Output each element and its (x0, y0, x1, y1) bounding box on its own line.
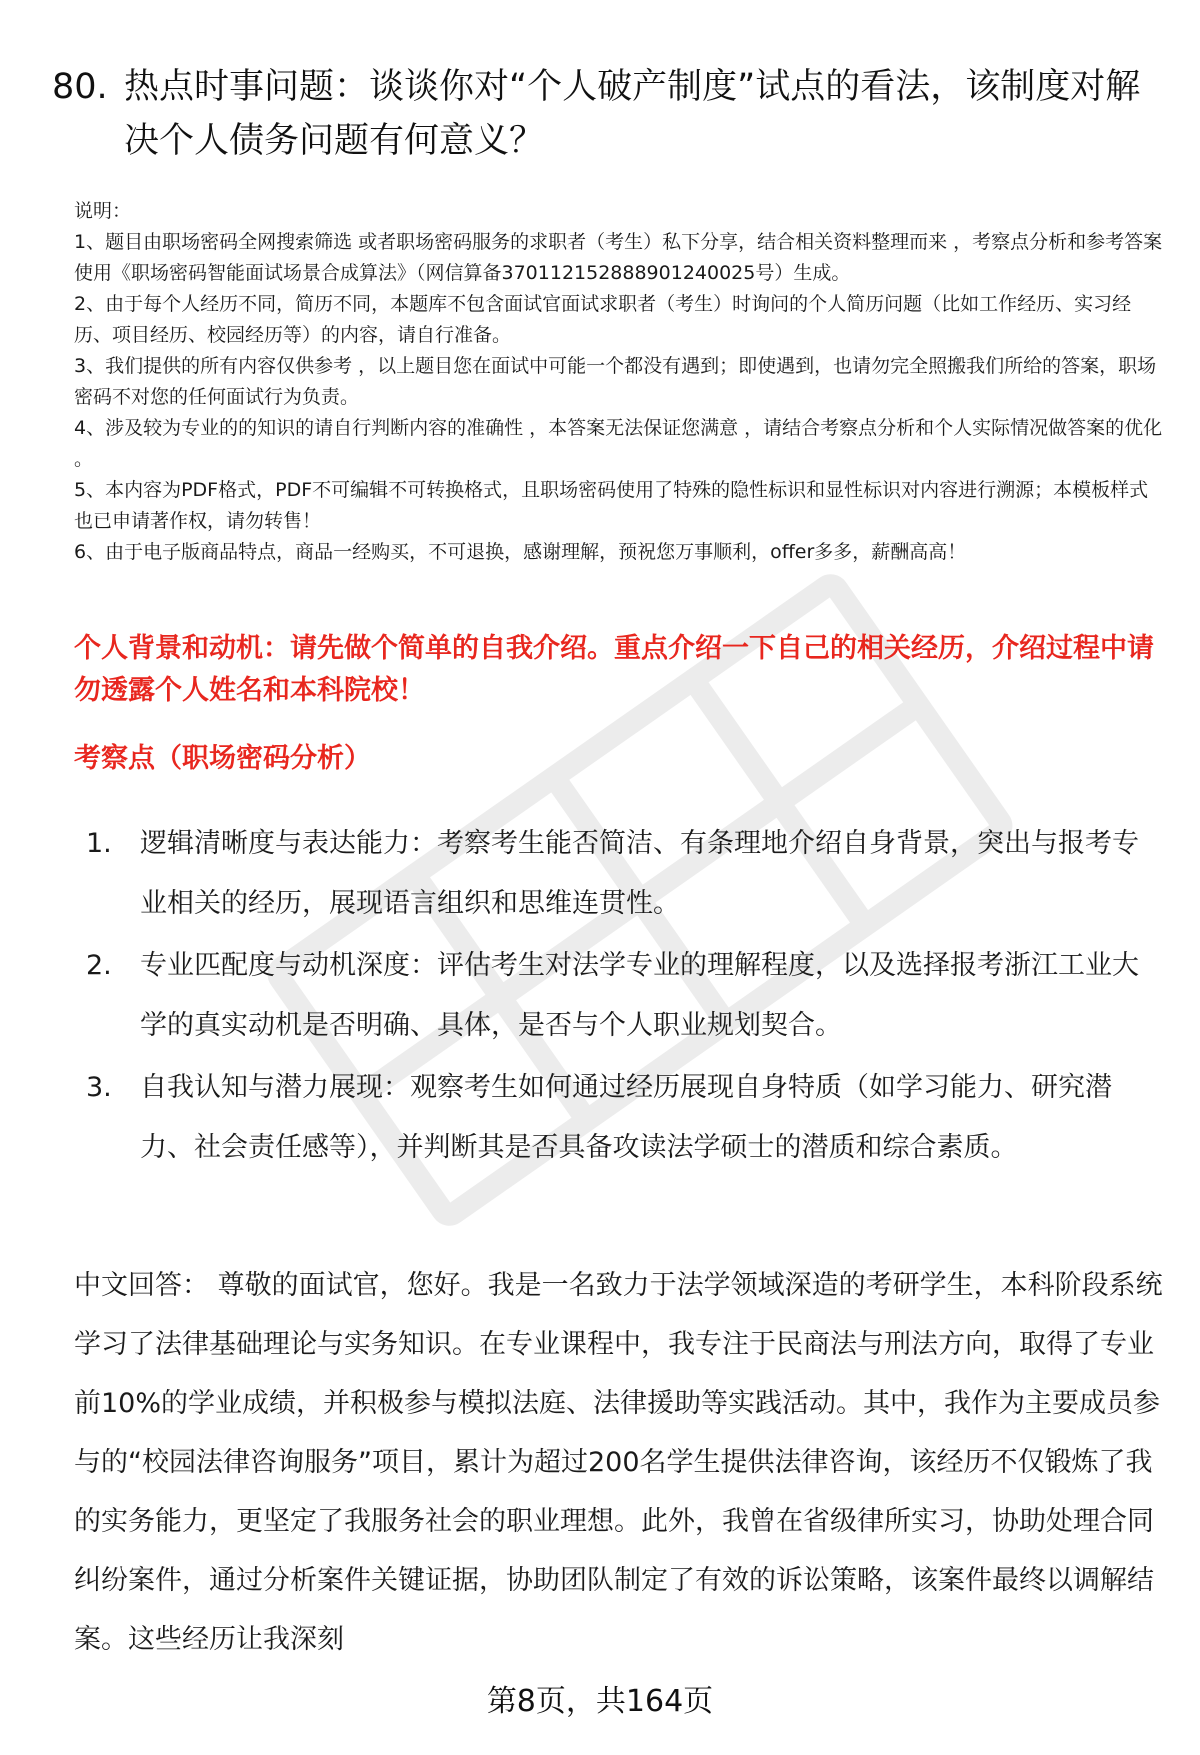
analysis-point (74, 1058, 1154, 1178)
question-number: 80. (52, 67, 108, 107)
note-item: 6、由于电子版商品特点，商品一经购买，不可退换，感谢理解，预祝您万事顺利，offer多多，薪酬高高！ (74, 541, 967, 563)
notes-section (74, 196, 1164, 568)
answer-text: 中文回答： 尊敬的面试官，您好。我是一名致力于法学领域深造的考研学生，本科阶段系统学习了法律基础理论与实务知识。在专业课程中，我专注于民商法与刑法方向，取得了专业前10%的学业成绩，并积极参与模拟法庭、法律援助等实践活动。其中，我作为主要成员参与的“校园法律咨询服务”项目，累计为超过200名学生提供法律咨询，该经历不仅锻炼了我的实务能力，更坚定了我服务社会的职业理想。此外，我曾在省级律所实习，协助处理合同纠纷案件，通过分析案件关键证据，协助团队制定了有效的诉讼策略，该案件最终以调解结案。这些经历让我深刻 (74, 1270, 1163, 1655)
point-number: 1. (86, 828, 112, 859)
analysis-point (74, 814, 1154, 934)
note-item: 1、题目由职场密码全网搜索筛选 或者职场密码服务的求职者（考生）私下分享，结合相关资料整理而来 ，考察点分析和参考答案使用《职场密码智能面试场景合成算法》（网信算备370112152888901240025号）生成。 (74, 231, 1163, 284)
analysis-heading: 考察点（职场密码分析） (74, 743, 371, 774)
point-number: 2. (86, 950, 112, 981)
background-heading: 个人背景和动机：请先做个简单的自我介绍。重点介绍一下自己的相关经历，介绍过程中请勿透露个人姓名和本科院校！ (74, 633, 1154, 706)
point-text: 专业匹配度与动机深度：评估考生对法学专业的理解程度，以及选择报考浙江工业大学的真实动机是否明确、具体，是否与个人职业规划契合。 (140, 950, 1139, 1041)
point-text: 自我认知与潜力展现：观察考生如何通过经历展现自身特质（如学习能力、研究潜力、社会责任感等），并判断其是否具备攻读法学硕士的潜质和综合素质。 (140, 1072, 1112, 1163)
note-item: 5、本内容为PDF格式，PDF不可编辑不可转换格式，且职场密码使用了特殊的隐性标识和显性标识对内容进行溯源；本模板样式也已申请著作权，请勿转售！ (74, 479, 1149, 532)
question-title (52, 60, 1152, 168)
note-item: 4、涉及较为专业的的知识的请自行判断内容的准确性 ，本答案无法保证您满意 ，请结合考察点分析和个人实际情况做答案的优化 。 (74, 417, 1163, 470)
notes-heading: 说明： (74, 200, 132, 222)
question-text: 热点时事问题：谈谈你对“个人破产制度”试点的看法，该制度对解决个人债务问题有何意义？ (124, 67, 1141, 161)
analysis-points (74, 814, 1154, 1180)
note-item: 3、我们提供的所有内容仅供参考 ，以上题目您在面试中可能一个都没有遇到；即使遇到，也请勿完全照搬我们所给的答案，职场密码不对您的任何面试行为负责。 (74, 355, 1157, 408)
note-item: 2、由于每个人经历不同，简历不同，本题库不包含面试官面试求职者（考生）时询问的个人简历问题（比如工作经历、实习经历、项目经历、校园经历等）的内容，请自行准备。 (74, 293, 1132, 346)
page-footer: 第8页，共164页 (486, 1684, 714, 1719)
analysis-point (74, 936, 1154, 1056)
point-text: 逻辑清晰度与表达能力：考察考生能否简洁、有条理地介绍自身背景，突出与报考专业相关的经历，展现语言组织和思维连贯性。 (140, 828, 1139, 919)
point-number: 3. (86, 1072, 112, 1103)
